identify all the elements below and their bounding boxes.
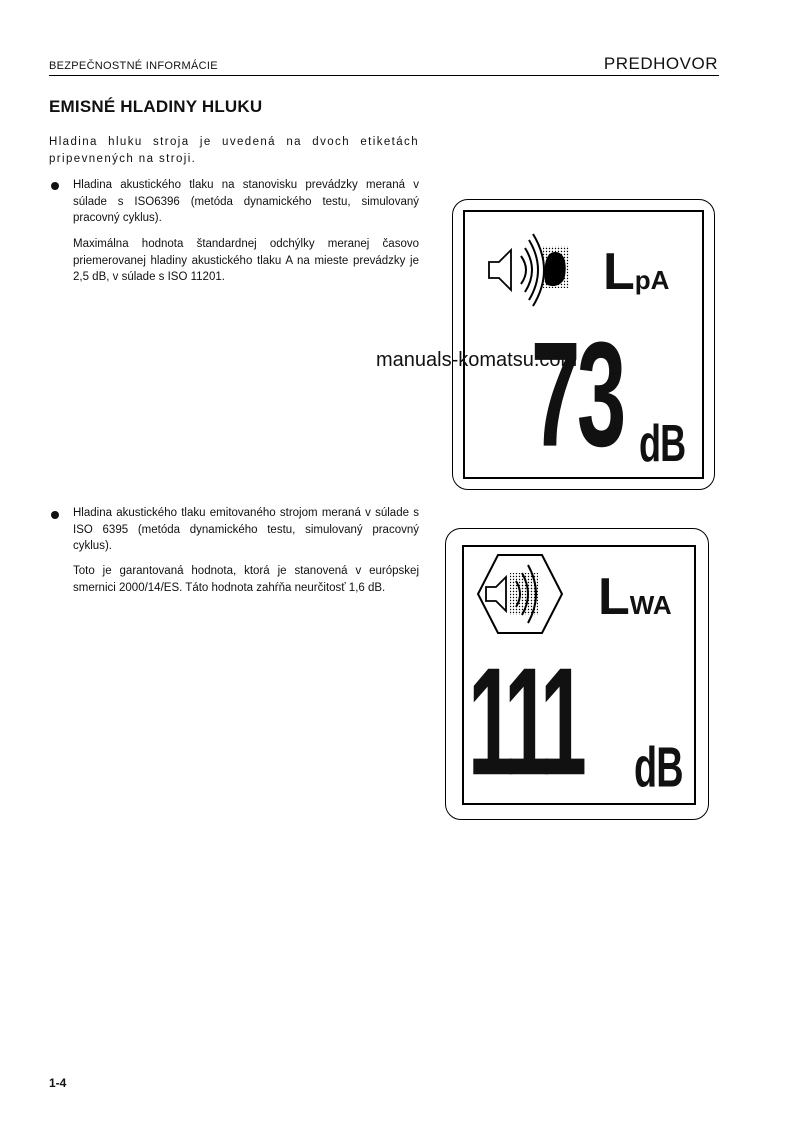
item-1-note: Maximálna hodnota štandardnej odchýlky meranej časovo priemerovanej hladiny akustického tlaku A na mieste prevádzky je 2,5 dB, v súlade s ISO 11201. <box>73 238 419 283</box>
item-1-text: Hladina akustického tlaku na stanovisku prevádzky meraná v súlade s ISO6396 (metóda dynamického testu, simulovaný pracovný cyklus). <box>73 179 419 224</box>
item-2-text: Hladina akustického tlaku emitovaného strojom meraná v súlade s ISO 6395 (metóda dynamického testu, simulovaný pracovný cyklus). <box>73 507 419 552</box>
page-number: 1-4 <box>49 1076 67 1090</box>
bullet-icon <box>51 182 59 190</box>
sound-level-unit: dB <box>639 415 686 473</box>
sound-power-unit: dB <box>634 734 683 799</box>
running-header-chapter: PREDHOVOR <box>603 54 718 73</box>
section-title: EMISNÉ HLADINY HLUKU <box>49 97 263 116</box>
symbol-sub: pA <box>634 265 670 295</box>
symbol-sub: WA <box>629 590 672 620</box>
lwa-symbol <box>598 568 672 626</box>
symbol-main: L <box>603 243 635 301</box>
lpa-symbol <box>603 243 670 301</box>
symbol-main: L <box>598 568 630 626</box>
watermark-text: manuals-komatsu.com <box>376 349 578 371</box>
sound-power-value: 111 <box>468 635 581 807</box>
noise-label-lpa <box>452 199 715 490</box>
speaker-hexagon-icon <box>476 551 564 637</box>
noise-label-lwa <box>445 528 709 820</box>
header-divider <box>49 75 719 76</box>
sound-level-value: 73 <box>531 310 623 478</box>
item-2-note: Toto je garantovaná hodnota, ktorá je stanovená v európskej smernici 2000/14/ES. Táto hodnota zahŕňa neurčitosť 1,6 dB. <box>73 565 419 594</box>
intro-paragraph: Hladina hluku stroja je uvedená na dvoch etiketách pripevnených na stroji. <box>49 136 419 165</box>
speaker-operator-ear-icon <box>485 232 575 312</box>
running-header-section: BEZPEČNOSTNÉ INFORMÁCIE <box>49 60 218 72</box>
bullet-icon <box>51 511 59 519</box>
